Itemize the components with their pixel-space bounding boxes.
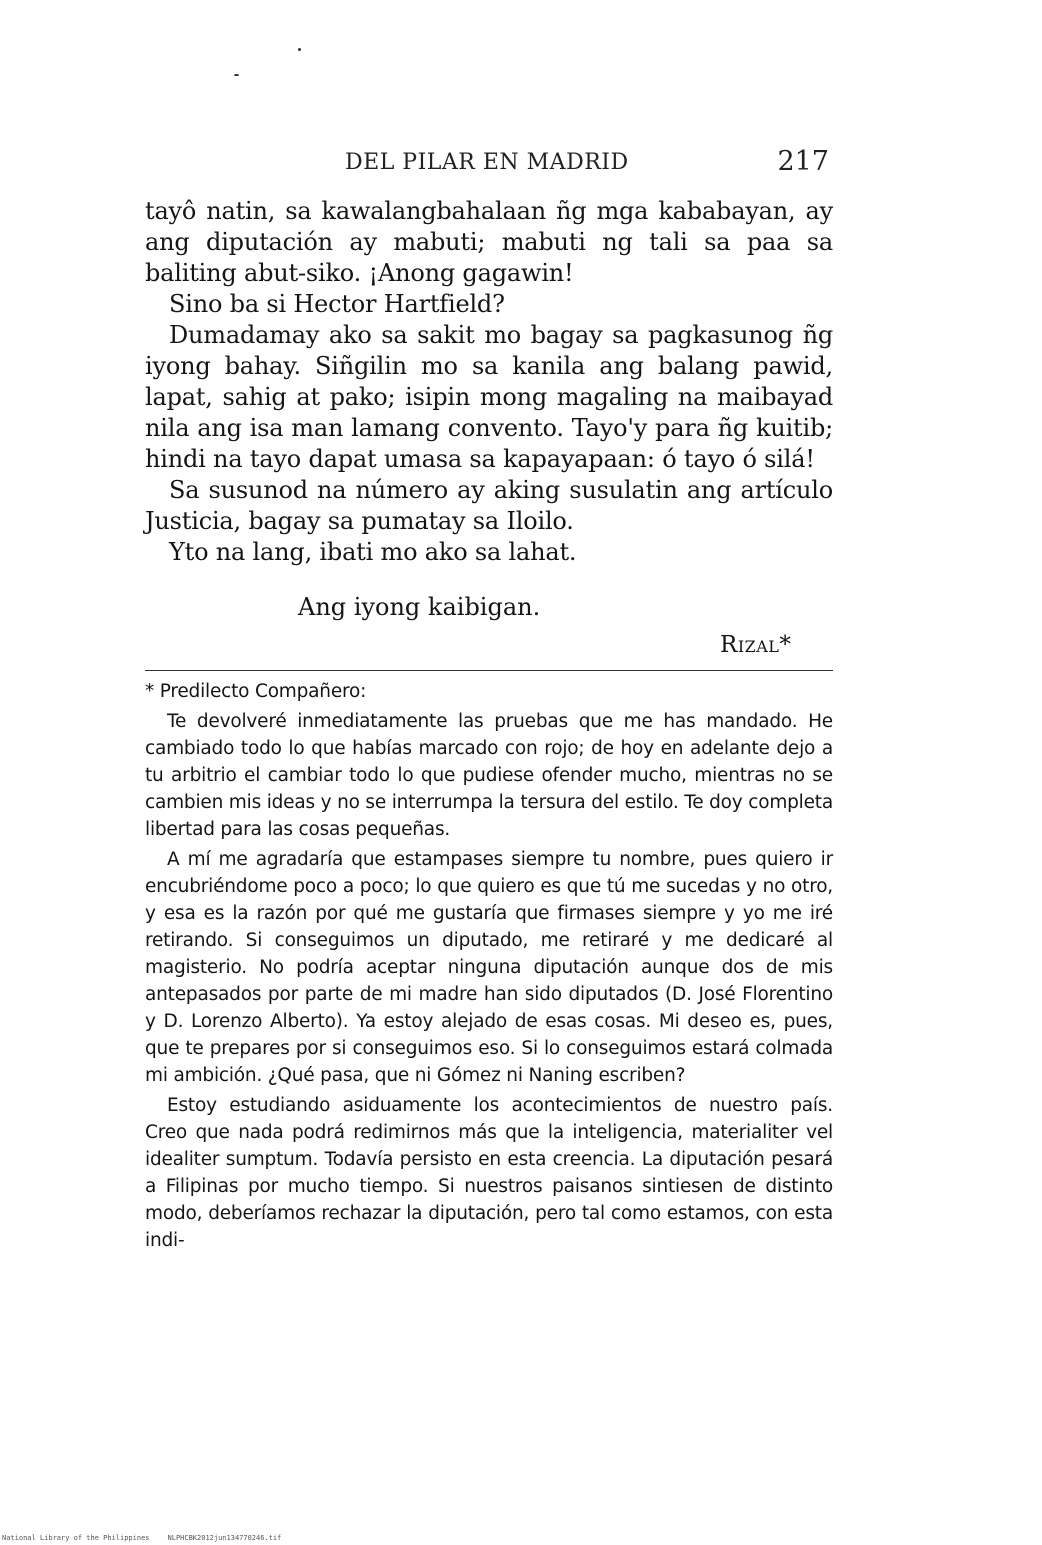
letter-paragraph: Sino ba si Hector Hartfield? <box>169 290 505 318</box>
letter-body <box>145 196 833 568</box>
footnote-salutation: * Predilecto Compañero: <box>145 681 367 702</box>
running-title: DEL PILAR EN MADRID <box>345 150 629 175</box>
speck-mark <box>234 74 239 76</box>
scan-footer <box>2 1534 299 1542</box>
letter-signature: Rizal* <box>720 632 792 658</box>
footnote-paragraph: A mí me agradaría que estampases siempre tu nombre, pues quiero ir encubriéndome poco a poco; lo que quiero es que tú me sucedas y no otro, y esa es la razón por qué me gustaría que firmases siempre y yo me iré retirando. Si conseguimos un diputado, me retiraré y me dedicaré al magisterio. No podría aceptar ninguna diputación aunque dos de mis antepasados por parte de mi madre han sido diputados (D. José Florentino y D. Lorenzo Alberto). Ya estoy alejado de esas cosas. Mi deseo es, pues, que te prepares por si conseguimos eso. Si lo conseguimos estará colmada mi ambición. ¿Qué pasa, que ni Gómez ni Naning escriben? <box>145 849 833 1086</box>
scan-file-id: NLPHCBK2012jun134770246.tif <box>167 1534 282 1542</box>
page-number: 217 <box>777 146 829 177</box>
footnote-block <box>145 678 833 1257</box>
footnote-rule <box>145 670 833 671</box>
letter-closing: Ang iyong kaibigan. <box>298 593 541 621</box>
letter-paragraph: tayô natin, sa kawalangbahalaan ñg mga kababayan, ay ang diputación ay mabuti; mabuti ng tali sa paa sa baliting abut-siko. ¡Anong gagawin! <box>145 197 833 287</box>
speck-mark <box>298 48 301 51</box>
letter-paragraph: Sa susunod na número ay aking susulatin ang artículo Justicia, bagay sa pumatay sa Iloilo. <box>145 476 833 535</box>
page-header <box>145 144 835 184</box>
letter-paragraph: Yto na lang, ibati mo ako sa lahat. <box>169 538 577 566</box>
letter-paragraph: Dumadamay ako sa sakit mo bagay sa pagkasunog ñg iyong bahay. Siñgilin mo sa kanila ang balang pawid, lapat, sahig at pako; isipin mong magaling na maibayad nila ang isa man lamang convento. Tayo'y para ñg kuitib; hindi na tayo dapat umasa sa kapayapaan: ó tayo ó silá! <box>145 321 833 473</box>
footnote-paragraph: Estoy estudiando asiduamente los acontecimientos de nuestro país. Creo que nada podrá redimirnos más que la inteligencia, materialiter vel idealiter sumptum. Todavía persisto en esta creencia. La diputación pesará a Filipinas por mucho tiempo. Si nuestros paisanos sintiesen de distinto modo, deberíamos rechazar la diputación, pero tal como estamos, con esta indi- <box>145 1095 833 1251</box>
library-credit: National Library of the Philippines <box>2 1534 150 1542</box>
footnote-paragraph: Te devolveré inmediatamente las pruebas que me has mandado. He cambiado todo lo que habías marcado con rojo; de hoy en adelante dejo a tu arbitrio el cambiar todo lo que pudiese ofender mucho, mientras no se cambien mis ideas y no se interrumpa la tersura del estilo. Te doy completa libertad para las cosas pequeñas. <box>145 711 833 840</box>
